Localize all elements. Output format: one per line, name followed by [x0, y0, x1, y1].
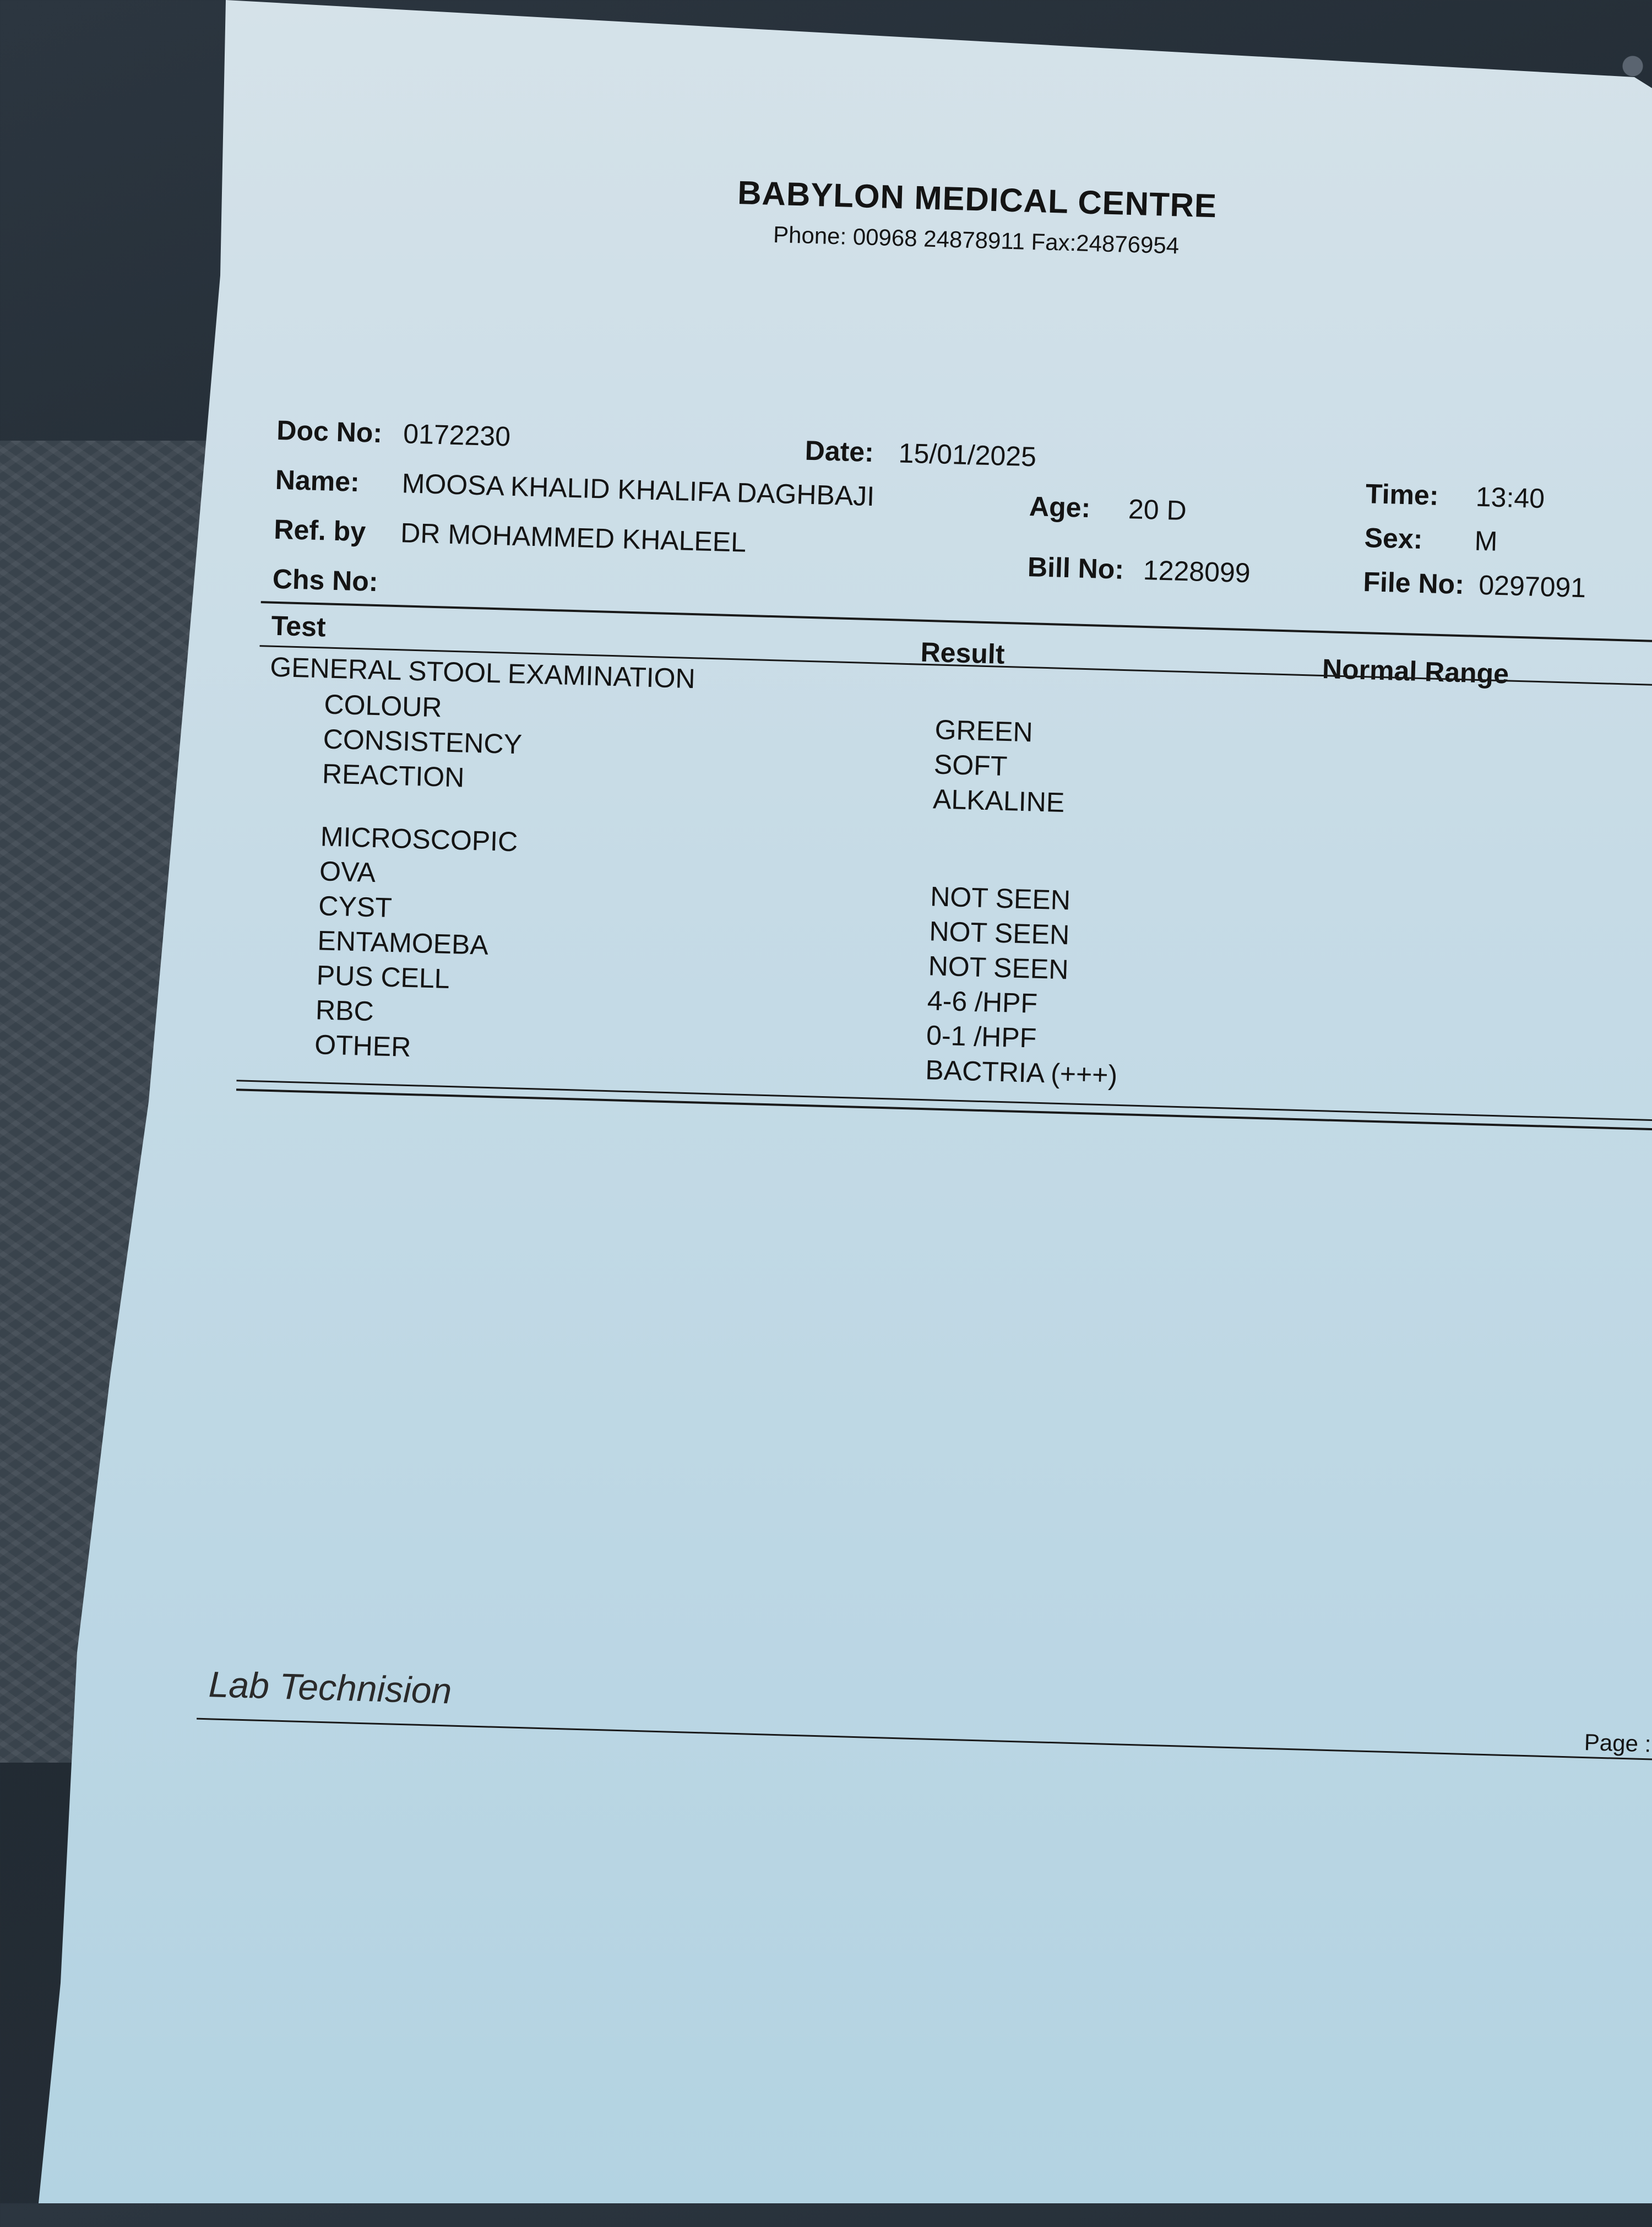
sex-value: M: [1474, 525, 1498, 557]
table-row-result: 4-6 /HPF: [927, 985, 1038, 1019]
date-label: Date:: [805, 435, 874, 468]
table-row-result: NOT SEEN: [928, 915, 1070, 951]
table-row-result: ALKALINE: [932, 783, 1065, 819]
doc-no-label: Doc No:: [276, 414, 383, 449]
date-value: 15/01/2025: [898, 437, 1037, 473]
ref-label: Ref. by: [273, 513, 366, 548]
name-value: MOOSA KHALID KHALIFA DAGHBAJI: [401, 468, 875, 512]
table-row-test: OVA: [319, 855, 376, 888]
table-row-result: BACTRIA (+++): [925, 1054, 1118, 1091]
sex-label: Sex:: [1364, 522, 1423, 555]
ref-value: DR MOHAMMED KHALEEL: [400, 517, 747, 558]
col-result-header: Result: [920, 636, 1006, 670]
table-row-test: COLOUR: [323, 689, 443, 723]
table-row-result: GREEN: [934, 714, 1034, 748]
bill-value: 1228099: [1143, 554, 1251, 589]
col-range-header: Normal Range: [1322, 653, 1509, 690]
file-label: File No:: [1362, 566, 1465, 600]
table-row-result: SOFT: [933, 749, 1008, 782]
bill-label: Bill No:: [1027, 551, 1124, 585]
file-value: 0297091: [1478, 569, 1586, 604]
name-label: Name:: [275, 464, 360, 498]
table-row-result: NOT SEEN: [930, 881, 1071, 916]
age-label: Age:: [1029, 491, 1091, 524]
section-title: GENERAL STOOL EXAMINATION: [269, 651, 696, 695]
col-test-header: Test: [270, 610, 327, 643]
age-value: 20 D: [1128, 494, 1187, 527]
centre-name: BABYLON MEDICAL CENTRE: [737, 174, 1218, 225]
table-bottom-rule-2: [236, 1088, 1652, 1131]
table-row-test: OTHER: [314, 1029, 412, 1063]
lab-technician-signature-label: Lab Technision: [208, 1664, 453, 1711]
chs-label: Chs No:: [272, 563, 379, 598]
table-row-test: MICROSCOPIC: [320, 821, 518, 858]
footer-rule: [197, 1718, 1652, 1761]
table-row-test: REACTION: [322, 758, 465, 793]
time-label: Time:: [1365, 478, 1439, 511]
table-row-result: NOT SEEN: [928, 950, 1069, 985]
table-row-test: RBC: [315, 994, 374, 1027]
doc-no-value: 0172230: [403, 418, 511, 452]
table-row-result: 0-1 /HPF: [926, 1020, 1037, 1054]
page-label: Page :: [1584, 1729, 1651, 1757]
time-value: 13:40: [1475, 481, 1545, 514]
centre-contact: Phone: 00968 24878911 Fax:24876954: [773, 221, 1180, 259]
table-row-test: ENTAMOEBA: [317, 925, 489, 961]
table-row-test: PUS CELL: [316, 960, 450, 994]
table-row-test: CYST: [318, 890, 393, 923]
table-row-test: CONSISTENCY: [323, 723, 523, 760]
